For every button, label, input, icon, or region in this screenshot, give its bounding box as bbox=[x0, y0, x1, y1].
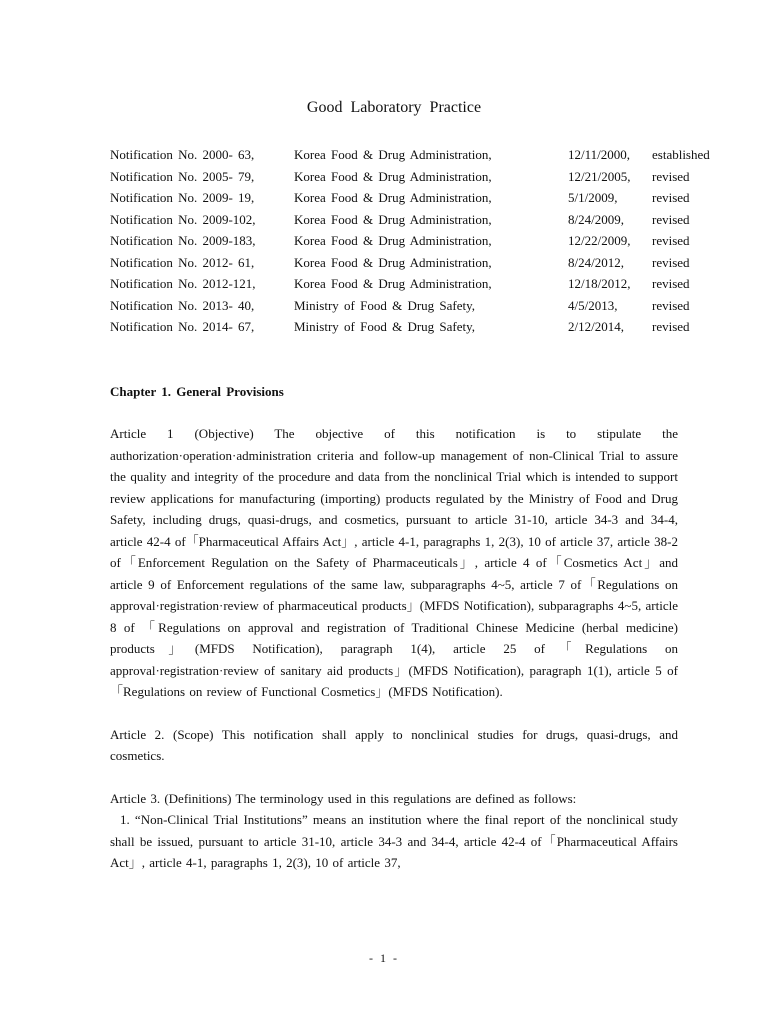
article-3-definitions: Article 3. (Definitions) The terminology used in this regulations are defined as follows: bbox=[110, 790, 577, 806]
notification-date: 2/12/2014, bbox=[568, 319, 624, 334]
article-2-scope: Article 2. (Scope) This notification shall apply to nonclinical studies for drugs, quasi-drugs, and cosmetics. bbox=[110, 726, 678, 763]
notification-status: revised bbox=[652, 233, 690, 248]
definition-item-1: 1. “Non-Clinical Trial Institutions” means an institution where the final report of the nonclinical study shall be issued, pursuant to article 31-10, article 34-3 and 34-4, article 42-4 of「Pharmaceutical Affairs Act」, article 4-1, paragraphs 1, 2(3), 10 of article 37, bbox=[110, 812, 678, 870]
notification-agency: Korea Food & Drug Administration, bbox=[294, 147, 492, 162]
notification-status: revised bbox=[652, 190, 690, 205]
notification-date: 12/22/2009, bbox=[568, 233, 631, 248]
notification-number: Notification No. 2009-102, bbox=[110, 211, 256, 227]
notification-date: 5/1/2009, bbox=[568, 190, 618, 205]
notification-date: 12/11/2000, bbox=[568, 147, 630, 162]
notification-agency: Korea Food & Drug Administration, bbox=[294, 276, 492, 291]
notification-history bbox=[110, 144, 710, 338]
notification-date: 12/21/2005, bbox=[568, 168, 631, 184]
notification-status: revised bbox=[652, 276, 690, 291]
notification-status: revised bbox=[652, 211, 690, 227]
notification-row bbox=[110, 273, 690, 295]
notification-agency: Korea Food & Drug Administration, bbox=[294, 211, 492, 227]
notification-status: revised bbox=[652, 319, 690, 334]
notification-number: Notification No. 2005- 79, bbox=[110, 168, 255, 184]
notification-number: Notification No. 2009- 19, bbox=[110, 190, 255, 205]
notification-agency: Korea Food & Drug Administration, bbox=[294, 254, 492, 270]
notification-row bbox=[110, 252, 690, 274]
notification-row bbox=[110, 166, 690, 188]
page-number: - 1 - bbox=[369, 951, 399, 965]
notification-status: revised bbox=[652, 168, 690, 184]
notification-row bbox=[110, 187, 690, 209]
notification-agency: Ministry of Food & Drug Safety, bbox=[294, 297, 476, 313]
notification-agency: Ministry of Food & Drug Safety, bbox=[294, 319, 476, 334]
notification-status: revised bbox=[652, 254, 690, 270]
notification-status: established bbox=[652, 147, 710, 162]
notification-date: 8/24/2012, bbox=[568, 254, 624, 270]
notification-agency: Korea Food & Drug Administration, bbox=[294, 168, 492, 184]
notification-number: Notification No. 2009-183, bbox=[110, 233, 256, 248]
notification-number: Notification No. 2012- 61, bbox=[110, 254, 255, 270]
document-title: Good Laboratory Practice bbox=[306, 99, 482, 116]
notification-number: Notification No. 2014- 67, bbox=[110, 319, 255, 334]
notification-status: revised bbox=[652, 297, 690, 313]
notification-row bbox=[110, 316, 690, 338]
notification-row bbox=[110, 295, 690, 317]
notification-number: Notification No. 2012-121, bbox=[110, 276, 256, 291]
notification-row bbox=[110, 209, 690, 231]
notification-agency: Korea Food & Drug Administration, bbox=[294, 190, 492, 205]
document-page bbox=[110, 96, 710, 874]
notification-row bbox=[110, 144, 710, 166]
chapter-heading: Chapter 1. General Provisions bbox=[110, 383, 284, 399]
article-1-objective: Article 1 (Objective) The objective of this notification is to stipulate the authorization·operation·administration criteria and follow-up management of non-Clinical Trial to assure the quality and integrity of the procedure and data from the nonclinical Trial which is intended to support review applications for manufacturing (importing) products regulated by the Ministry of Food and Drug Safety, including drugs, quasi-drugs, and cosmetics, pursuant to article 31-10, article 34-3 and 34-4, article 42-4 of「Pharmaceutical Affairs Act」, article 4-1, paragraphs 1, 2(3), 10 of article 37, article 38-2 of「Enforcement Regulation on the Safety of Pharmaceuticals」, article 4 of「Cosmetics Act」and article 9 of Enforcement regulations of the same law, subparagraphs 4~5, article 7 of「Regulations on approval·registration·review of pharmaceutical products」(MFDS Notification), subparagraphs 4~5, article 8 of 「Regulations on approval and registration of Traditional Chinese Medicine (herbal medicine) products」(MFDS Notification), paragraph 1(4), article 25 of「Regulations on approval·registration·review of sanitary aid products」(MFDS Notification), paragraph 1(1), article 5 of 「Regulations on review of Functional Cosmetics」(MFDS Notification). bbox=[110, 426, 678, 699]
notification-number: Notification No. 2013- 40, bbox=[110, 297, 255, 313]
notification-date: 12/18/2012, bbox=[568, 276, 631, 291]
notification-date: 8/24/2009, bbox=[568, 211, 624, 227]
notification-date: 4/5/2013, bbox=[568, 297, 618, 313]
notification-row bbox=[110, 230, 690, 252]
notification-agency: Korea Food & Drug Administration, bbox=[294, 233, 492, 248]
notification-number: Notification No. 2000- 63, bbox=[110, 147, 255, 162]
